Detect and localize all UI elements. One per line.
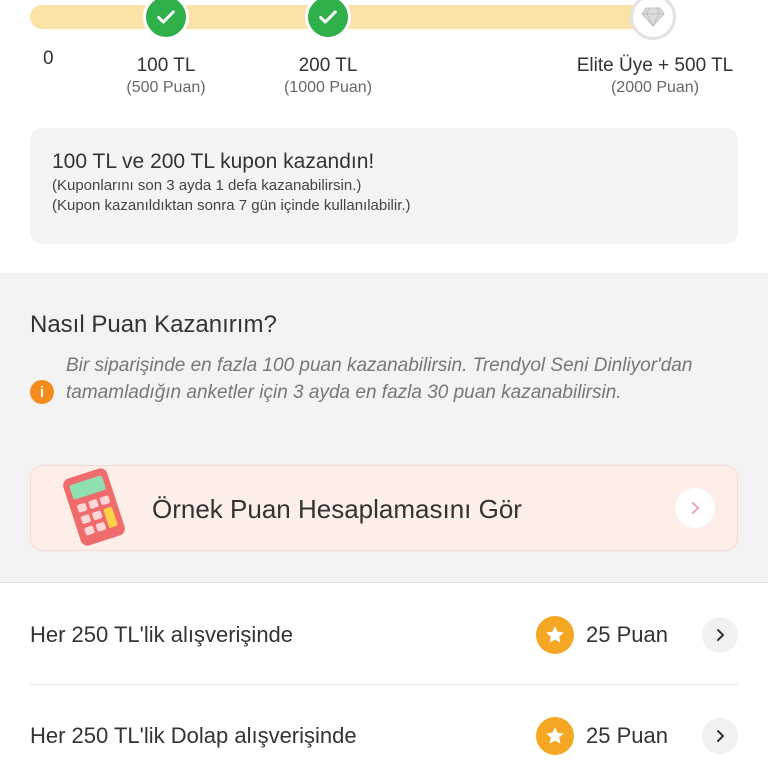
earn-rule-points: 25 Puan xyxy=(586,723,668,748)
earn-rule-points: 25 Puan xyxy=(586,621,668,647)
earn-limits-note: Bir siparişinde en fazla 100 puan kazanabilirsin. Trendyol Seni Dinliyor'dan tamamladığın anketler için 3 ayda en fazla 30 puan kazanabilirsin. xyxy=(66,355,693,403)
info-icon: i xyxy=(30,380,54,404)
level-2-reward: 200 TL xyxy=(298,55,358,76)
earn-rule-label: Her 250 TL'lik Dolap alışverişinde xyxy=(30,723,357,748)
coupon-info-line-1: (Kuponlarını son 3 ayda 1 defa kazanabilirsin.) xyxy=(52,177,362,194)
coupon-info-title: 100 TL ve 200 TL kupon kazandın! xyxy=(52,150,375,173)
how-to-earn-title: Nasıl Puan Kazanırım? xyxy=(30,311,277,338)
earn-rule-row[interactable] xyxy=(30,686,738,768)
chevron-right-icon[interactable] xyxy=(675,488,715,528)
calculator-icon xyxy=(59,466,129,548)
level-3-points: (2000 Puan) xyxy=(610,79,700,96)
points-progress xyxy=(0,0,768,110)
example-calculation-button[interactable] xyxy=(30,465,738,551)
level-3-reward: Elite Üye + 500 TL xyxy=(576,55,734,76)
earn-rule-label: Her 250 TL'lik alışverişinde xyxy=(30,621,294,647)
level-2-check-icon xyxy=(305,0,351,40)
earn-rule-row[interactable] xyxy=(30,585,738,685)
level-2-label xyxy=(268,55,388,97)
star-icon xyxy=(536,717,574,755)
coupon-info-card xyxy=(30,128,738,244)
level-1-reward: 100 TL xyxy=(136,55,196,76)
star-icon xyxy=(536,616,574,654)
coupon-info-line-2: (Kupon kazanıldıktan sonra 7 gün içinde kullanılabilir.) xyxy=(52,197,411,214)
progress-start-value: 0 xyxy=(43,48,54,69)
level-1-label xyxy=(106,55,226,97)
level-2-points: (1000 Puan) xyxy=(283,79,373,96)
level-1-points: (500 Puan) xyxy=(126,79,206,96)
how-to-earn-section xyxy=(0,273,768,583)
level-1-check-icon xyxy=(143,0,189,40)
level-3-label xyxy=(560,55,750,97)
chevron-right-icon[interactable] xyxy=(702,617,738,653)
level-3-diamond-icon xyxy=(630,0,676,40)
chevron-right-icon[interactable] xyxy=(702,718,738,754)
example-calculation-label: Örnek Puan Hesaplamasını Gör xyxy=(152,494,522,524)
